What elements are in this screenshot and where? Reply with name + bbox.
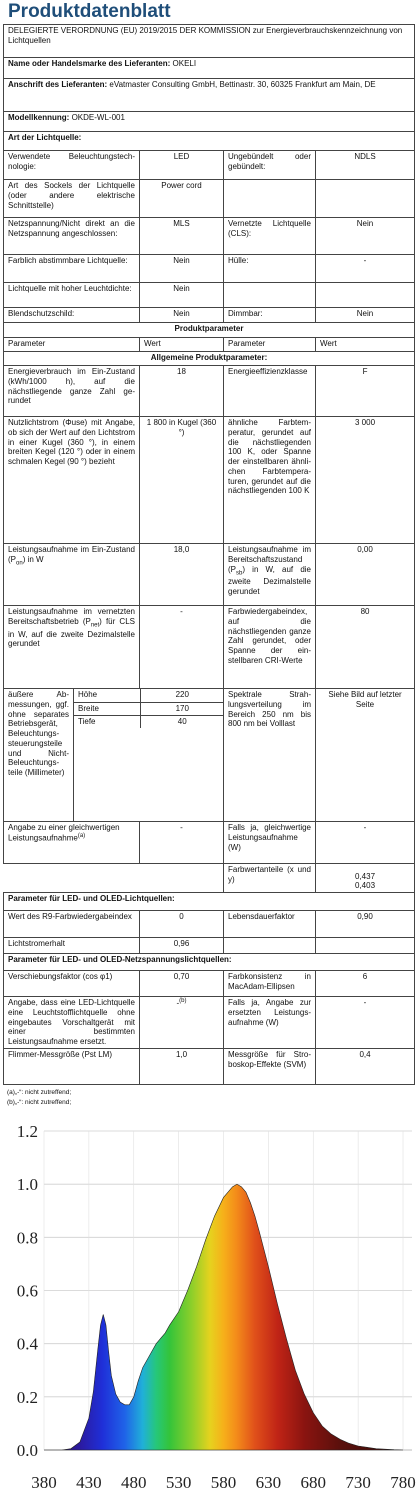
light-source-label: Farblich abstimmbare Lichtquelle: [4, 255, 140, 283]
mains-params-header: Parameter für LED- und OLED-Netzspannungslichtquellen: [4, 954, 415, 971]
model-value: OKDE-WL-001 [71, 113, 125, 122]
param-label: ähnliche Farbtemperatur, gerundet auf die nächstliegenden 100 K, oder Spanne der einstellbaren ähnlichen Farbtemperaturen, gerundet auf die nächstliegenden 100 K [224, 417, 316, 544]
mains-param-label: Messgröße für Stroboskop-Effekte (SVM) [224, 1049, 316, 1085]
color-coords-label: Farbwertanteile (x und y) [224, 864, 316, 893]
x-tick-label: 680 [300, 1473, 327, 1492]
mains-param-label: Falls ja, Angabe zur ersetzten Leistungsaufnahme (W) [224, 997, 316, 1049]
param-column-header: Parameter [4, 338, 140, 352]
color-coords-value: 0,437 0,403 [316, 864, 415, 893]
dimension-value: 220 [140, 689, 224, 702]
mains-param-value: -$^{(b)}$ [140, 997, 224, 1049]
cri-label: Farbwiedergabeindex, auf die nächstliegenden ganze Zahl gerundet, oder Spanne der einstellbaren CRI-Werte [224, 606, 316, 689]
power-on-value: 18,0 [140, 544, 224, 606]
x-tick-label: 780 [390, 1473, 416, 1492]
regulation-text: DELEGIERTE VERORDNUNG (EU) 2019/2015 DER KOMMISSION zur Energieverbrauchskennzeichnung von Lichtquellen [4, 25, 415, 58]
param-label: Energieeffizienzklasse [224, 366, 316, 417]
led-param-value [316, 938, 415, 954]
light-source-label: Blendschutzschild: [4, 308, 140, 323]
supplier-address-label: Anschrift des Lieferanten: [8, 80, 108, 89]
light-source-label: Art des Sockels der Lichtquelle (oder andere elektrische Schnittstelle) [4, 180, 140, 218]
param-label: Energieverbrauch im Ein-Zustand (kWh/1000 h), auf die nächstliegende ganze Zahl gerundet [4, 366, 140, 417]
model-label: Modellkennung: [8, 113, 70, 122]
param-value: 18 [140, 366, 224, 417]
y-tick-label: 0.6 [16, 1281, 38, 1301]
dimension-name: Breite [74, 702, 140, 715]
light-source-value: Power cord [140, 180, 224, 218]
light-source-label: Dimmbar: [224, 308, 316, 323]
spectrum-chart-svg [0, 1117, 417, 1500]
supplier-address-value: eVatmaster Consulting GmbH, Bettinastr. 30, 60325 Frankfurt am Main, DE [109, 80, 376, 89]
datasheet-table [3, 24, 415, 1085]
mains-param-label: Verschiebungsfaktor (cos φ1) [4, 971, 140, 997]
x-tick-label: 580 [210, 1473, 237, 1492]
light-source-label [224, 180, 316, 218]
power-standby-value: 0,00 [316, 544, 415, 606]
param-value: 3 000 [316, 417, 415, 544]
led-param-value: 0,96 [140, 938, 224, 954]
equiv-power-label: Falls ja, gleichwertige Leistungsaufnahme (W) [224, 822, 316, 864]
light-source-value [316, 283, 415, 308]
led-param-value: 0,90 [316, 911, 415, 938]
y-tick-label: 0.4 [16, 1334, 38, 1354]
product-params-header: Produktparameter [4, 323, 415, 338]
light-source-label: Ungebündelt oder gebündelt: [224, 151, 316, 180]
y-tick-label: 1.2 [16, 1122, 38, 1141]
light-source-value: Nein [140, 308, 224, 323]
spectrum-area [44, 1184, 403, 1450]
general-params-header: Allgemeine Produktparameter: [4, 352, 415, 366]
dimension-value: 170 [140, 702, 224, 715]
light-source-value: Nein [140, 255, 224, 283]
y-tick-label: 0.8 [16, 1228, 38, 1248]
mains-param-label: Flimmer-Messgröße (Pst LM) [4, 1049, 140, 1085]
light-source-value: MLS [140, 218, 224, 255]
light-source-label: Lichtquelle mit hoher Leuchtdichte: [4, 283, 140, 308]
x-tick-label: 730 [345, 1473, 371, 1492]
led-param-label: Lebensdauerfaktor [224, 911, 316, 938]
spectrum-chart [0, 1117, 417, 1500]
supplier-name-row [4, 58, 415, 79]
light-source-value: NDLS [316, 151, 415, 180]
mains-param-value: 0,4 [316, 1049, 415, 1085]
dimensions-cell [74, 689, 224, 822]
equiv-power-value: - [316, 822, 415, 864]
light-source-label [224, 283, 316, 308]
light-source-value: Nein [140, 283, 224, 308]
spectral-label: Spektrale Strahlungsverteilung im Bereich 250 nm bis 800 nm bei Volllast [224, 689, 316, 822]
light-source-value: Nein [316, 308, 415, 323]
equiv-value: - [140, 822, 224, 864]
supplier-address-row [4, 79, 415, 112]
value-column-header: Wert [140, 338, 224, 352]
param-column-header: Parameter [224, 338, 316, 352]
equiv-label: Angabe zu einer gleichwertigen Leistungsaufnahme$^{(a)}$ [4, 822, 140, 864]
param-value: F [316, 366, 415, 417]
footnotes [3, 1085, 414, 1112]
led-param-label [224, 938, 316, 954]
x-tick-label: 530 [165, 1473, 192, 1492]
light-source-label: Netzspannung/Nicht direkt an die Netzspannung angeschlossen: [4, 218, 140, 255]
power-on-label: Leistungsaufnahme im Ein-Zustand $(P_{on})$ in W [4, 544, 140, 606]
mains-param-value: - [316, 997, 415, 1049]
page-title: Produktdatenblatt [8, 1, 171, 22]
y-tick-label: 1.0 [16, 1175, 38, 1195]
dimension-name: Tiefe [74, 715, 140, 728]
x-tick-label: 480 [121, 1473, 147, 1492]
x-tick-label: 630 [255, 1473, 282, 1492]
mains-param-value: 1,0 [140, 1049, 224, 1085]
dimension-value: 40 [140, 715, 224, 728]
param-value: 1 800 in Kugel (360 °) [140, 417, 224, 544]
supplier-name-label: Name oder Handelsmarke des Lieferanten: [8, 59, 171, 68]
mains-param-label: Farbkonsistenz in MacAdam-Ellipsen [224, 971, 316, 997]
mains-param-value: 6 [316, 971, 415, 997]
light-source-value: LED [140, 151, 224, 180]
led-param-label: Lichtstromerhalt [4, 938, 140, 954]
light-source-value [316, 180, 415, 218]
dimension-name: Höhe [74, 689, 140, 702]
footnote: (a)„-“: nicht zutreffend; [7, 1089, 72, 1096]
empty-cell [4, 864, 224, 893]
light-source-label: Vernetzte Lichtquelle (CLS): [224, 218, 316, 255]
power-net-label: Leistungsaufnahme im vernetzten Bereitschaftsbetrieb $(P_{net})$ für CLS in W, auf die zweite Dezimalstelle gerundet [4, 606, 140, 689]
light-source-header: Art der Lichtquelle: [4, 132, 415, 151]
supplier-name-value: OKELI [172, 59, 197, 68]
light-source-label: Verwendete Beleuchtungstechnologie: [4, 151, 140, 180]
y-tick-label: 0.2 [16, 1387, 38, 1407]
param-label: Nutzlichtstrom (Φuse) mit Angabe, ob sich der Wert auf den Lichtstrom in einer Kugel (360 °), in einem breiten Kegel (120 °) oder in einem schmalen Kegel (90 °) bezieht [4, 417, 140, 544]
dimensions-label: äußere Abmessungen, ggf. ohne separates Betriebsgerät, Beleuchtungssteuerungsteile und Nicht-Beleuchtungsteile (Millimeter) [4, 689, 74, 822]
y-tick-label: 0.0 [16, 1441, 38, 1460]
mains-param-label: Angabe, dass eine LED-Lichtquelle eine Leuchtstofflichtquelle ohne eingebautes Vorschaltgerät mit einer bestimmten Leistungsaufnahme ersetzt. [4, 997, 140, 1049]
mains-param-value: 0,70 [140, 971, 224, 997]
model-row [4, 112, 415, 132]
cri-value: 80 [316, 606, 415, 689]
led-params-header: Parameter für LED- und OLED-Lichtquellen: [4, 893, 415, 911]
x-tick-label: 430 [76, 1473, 102, 1492]
light-source-value: Nein [316, 218, 415, 255]
footnote: (b)„-“: nicht zutreffend; [7, 1099, 72, 1107]
spectral-value: Siehe Bild auf letzter Seite [316, 689, 415, 822]
power-standby-label: Leistungsaufnahme im Bereitschaftszustand $(P_{sb})$ in W, auf die zweite Dezimalstelle gerundet [224, 544, 316, 606]
x-tick-label: 380 [31, 1473, 57, 1492]
led-param-label: Wert des R9-Farbwiedergabeindex [4, 911, 140, 938]
power-net-value: - [140, 606, 224, 689]
value-column-header: Wert [316, 338, 415, 352]
light-source-value: - [316, 255, 415, 283]
light-source-label: Hülle: [224, 255, 316, 283]
led-param-value: 0 [140, 911, 224, 938]
dimensions-table [74, 689, 224, 728]
